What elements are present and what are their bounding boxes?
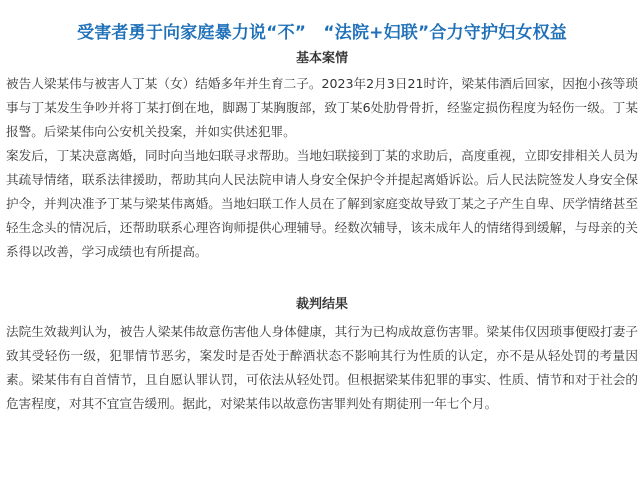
paragraph-basic-facts-2: 案发后，丁某决意离婚，同时向当地妇联寻求帮助。当地妇联接到丁某的求助后，高度重视，立即安排相关人员为其疏导情绪，联系法律援助，帮助其向人民法院申请人身安全保护令并提起离婚诉讼。后人民法院签发人身安全保护令，并判决准予丁某与梁某伟离婚。当地妇联工作人员在了解到家庭变故导致丁某之子产生自卑、厌学情绪甚至轻生念头的情况后，还帮助联系心理咨询师提供心理辅导。经数次辅导，该未成年人的情绪得到缓解，与母亲的关系得以改善，学习成绩也有所提高。 <box>6 148 638 259</box>
paragraph-judgment-1: 法院生效裁判认为，被告人梁某伟故意伤害他人身体健康，其行为已构成故意伤害罪。梁某伟仅因琐事便殴打妻子致其受轻伤一级，犯罪情节恶劣，案发时是否处于醉酒状态不影响其行为性质的认定，亦不是从轻处罚的考量因素。梁某伟有自首情节，且自愿认罪认罚，可依法从轻处罚。但根据梁某伟犯罪的事实、性质、情节和对于社会的危害程度，对其不宜宣告缓刑。据此，对梁某伟以故意伤害罪判处有期徒刑一年七个月。 <box>6 324 638 411</box>
section-spacer <box>6 264 638 296</box>
article-title: 受害者勇于向家庭暴力说“不” “法院+妇联”合力守护妇女权益 <box>77 23 567 43</box>
section-heading-judgment: 裁判结果 <box>295 297 348 312</box>
section-heading-basic-facts: 基本案情 <box>295 51 348 66</box>
paragraph-basic-facts-1: 被告人梁某伟与被害人丁某（女）结婚多年并生育二子。2023年2月3日21时许，梁某伟酒后回家，因抱小孩等琐事与丁某发生争吵并将丁某打倒在地，脚踢丁某胸腹部，致丁某6处肋骨骨折，经鉴定损伤程度为轻伤一级。丁某报警。后梁某伟向公安机关投案，并如实供述犯罪。 <box>6 76 638 139</box>
